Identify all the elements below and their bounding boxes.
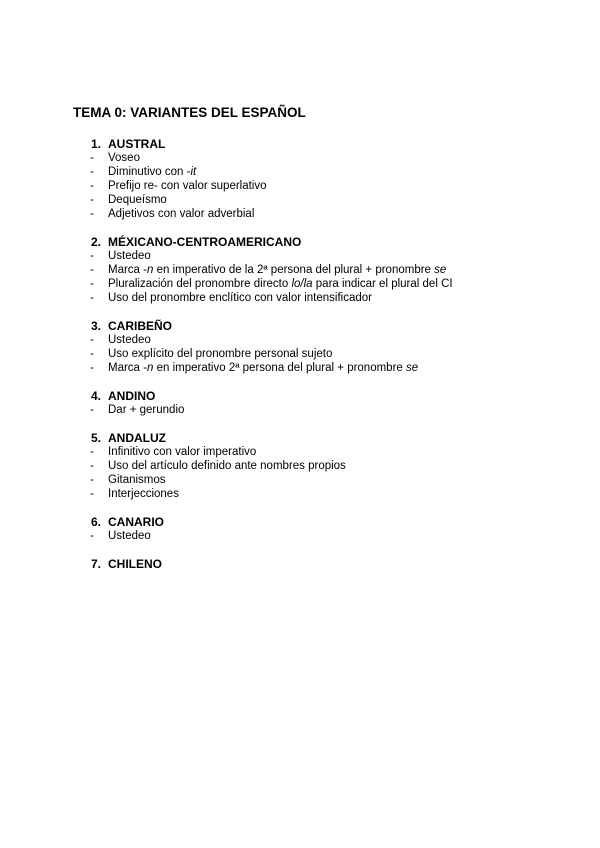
dash-bullet: - bbox=[90, 348, 94, 360]
section-heading bbox=[0, 137, 600, 151]
dash-bullet: - bbox=[90, 474, 94, 486]
list-item bbox=[0, 179, 600, 193]
dash-bullet: - bbox=[90, 194, 94, 206]
list-item-text bbox=[108, 165, 196, 179]
list-item-text bbox=[108, 207, 254, 221]
dash-bullet: - bbox=[90, 208, 94, 220]
section bbox=[0, 389, 600, 417]
italic-text: n bbox=[146, 264, 154, 276]
section-heading-text: ANDALUZ bbox=[108, 431, 166, 445]
section-heading bbox=[0, 515, 600, 529]
section-heading bbox=[0, 557, 600, 571]
list-item bbox=[0, 263, 600, 277]
text-segment: Uso explícito del pronombre personal sujeto bbox=[108, 348, 333, 360]
dash-bullet: - bbox=[90, 180, 94, 192]
list-item bbox=[0, 529, 600, 543]
section-number: 3. bbox=[91, 319, 102, 333]
dash-bullet: - bbox=[90, 362, 94, 374]
list-item bbox=[0, 249, 600, 263]
text-segment: Dequeísmo bbox=[108, 194, 167, 206]
section-heading-text: AUSTRAL bbox=[108, 137, 166, 151]
list-item bbox=[0, 207, 600, 221]
list-item bbox=[0, 487, 600, 501]
list-item-text bbox=[108, 403, 184, 417]
italic-text: lo/la bbox=[291, 278, 313, 290]
list-item-text bbox=[108, 333, 151, 347]
section bbox=[0, 515, 600, 543]
section-number: 7. bbox=[91, 557, 102, 571]
dash-bullet: - bbox=[90, 404, 94, 416]
document-title: TEMA 0: VARIANTES DEL ESPAÑOL bbox=[73, 105, 306, 120]
section bbox=[0, 431, 600, 501]
list-item-text bbox=[108, 151, 140, 165]
text-segment: Voseo bbox=[108, 152, 140, 164]
text-segment: Uso del pronombre enclítico con valor intensificador bbox=[108, 292, 372, 304]
italic-text: se bbox=[406, 362, 419, 374]
list-item bbox=[0, 277, 600, 291]
dash-bullet: - bbox=[90, 488, 94, 500]
section-heading-text: ANDINO bbox=[108, 389, 156, 403]
section bbox=[0, 557, 600, 571]
list-item bbox=[0, 347, 600, 361]
section-number: 5. bbox=[91, 431, 102, 445]
list-item bbox=[0, 445, 600, 459]
dash-bullet: - bbox=[90, 166, 94, 178]
section-heading bbox=[0, 431, 600, 445]
list-item-text bbox=[108, 263, 446, 277]
list-item bbox=[0, 151, 600, 165]
dash-bullet: - bbox=[90, 152, 94, 164]
sections-list bbox=[0, 137, 600, 585]
italic-text: n bbox=[146, 362, 154, 374]
dash-bullet: - bbox=[90, 264, 94, 276]
text-segment: Gitanismos bbox=[108, 474, 166, 486]
text-segment: Dar + gerundio bbox=[108, 404, 185, 416]
dash-bullet: - bbox=[90, 460, 94, 472]
text-segment: Marca - bbox=[108, 264, 147, 276]
list-item-text bbox=[108, 179, 267, 193]
dash-bullet: - bbox=[90, 530, 94, 542]
text-segment: Interjecciones bbox=[108, 488, 179, 500]
dash-bullet: - bbox=[90, 446, 94, 458]
list-item-text bbox=[108, 529, 151, 543]
section-heading-text: CANARIO bbox=[108, 515, 164, 529]
dash-bullet: - bbox=[90, 278, 94, 290]
section-heading bbox=[0, 389, 600, 403]
list-item-text bbox=[108, 277, 453, 291]
list-item-text bbox=[108, 193, 167, 207]
text-segment: Adjetivos con valor adverbial bbox=[108, 208, 255, 220]
list-item bbox=[0, 291, 600, 305]
italic-text: it bbox=[190, 166, 197, 178]
list-item-text bbox=[108, 249, 151, 263]
section bbox=[0, 235, 600, 305]
list-item-text bbox=[108, 291, 372, 305]
list-item-text bbox=[108, 347, 332, 361]
italic-text: se bbox=[434, 264, 447, 276]
list-item bbox=[0, 361, 600, 375]
list-item bbox=[0, 459, 600, 473]
section-number: 2. bbox=[91, 235, 102, 249]
section bbox=[0, 319, 600, 375]
section-heading-text: CARIBEÑO bbox=[108, 319, 173, 333]
list-item bbox=[0, 165, 600, 179]
section-heading-text: CHILENO bbox=[108, 557, 162, 571]
dash-bullet: - bbox=[90, 334, 94, 346]
list-item bbox=[0, 333, 600, 347]
text-segment: en imperativo 2ª persona del plural + pronombre bbox=[153, 362, 406, 374]
section-number: 1. bbox=[91, 137, 102, 151]
section bbox=[0, 137, 600, 221]
section-heading bbox=[0, 319, 600, 333]
list-item-text bbox=[108, 459, 346, 473]
text-segment: Ustedeo bbox=[108, 530, 151, 542]
section-heading-text: MÉXICANO-CENTROAMERICANO bbox=[108, 235, 302, 249]
list-item-text bbox=[108, 473, 166, 487]
list-item bbox=[0, 473, 600, 487]
dash-bullet: - bbox=[90, 292, 94, 304]
list-item-text bbox=[108, 361, 418, 375]
list-item-text bbox=[108, 445, 256, 459]
dash-bullet: - bbox=[90, 250, 94, 262]
text-segment: Infinitivo con valor imperativo bbox=[108, 446, 257, 458]
section-number: 6. bbox=[91, 515, 102, 529]
text-segment: en imperativo de la 2ª persona del plural + pronombre bbox=[153, 264, 435, 276]
text-segment: Uso del artículo definido ante nombres propios bbox=[108, 460, 346, 472]
text-segment: Prefijo re- con valor superlativo bbox=[108, 180, 267, 192]
section-number: 4. bbox=[91, 389, 102, 403]
section-heading bbox=[0, 235, 600, 249]
list-item bbox=[0, 403, 600, 417]
text-segment: Ustedeo bbox=[108, 334, 151, 346]
text-segment: Pluralización del pronombre directo bbox=[108, 278, 292, 290]
text-segment: para indicar el plural del CI bbox=[312, 278, 453, 290]
list-item-text bbox=[108, 487, 179, 501]
text-segment: Ustedeo bbox=[108, 250, 151, 262]
text-segment: Marca - bbox=[108, 362, 147, 374]
list-item bbox=[0, 193, 600, 207]
text-segment: Diminutivo con - bbox=[108, 166, 191, 178]
